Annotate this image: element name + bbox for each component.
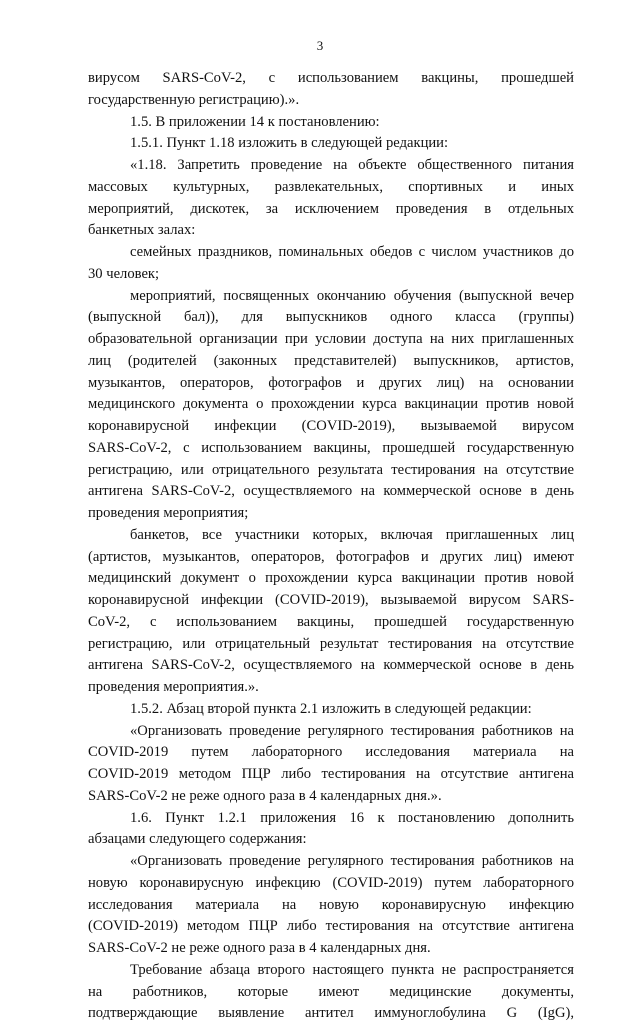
page-number: 3 [316,38,324,53]
text-line: мероприятий, дискотек, за исключением проведения в отдельных [88,200,574,217]
text-line: 1.5.1. Пункт 1.18 изложить в следующей редакции: [130,135,449,152]
text-line: «Организовать проведение регулярного тестирования работников на [130,853,574,869]
text-line: 30 человек; [88,265,160,282]
text-line: антигена SARS-CoV-2, осуществляемого на коммерческой основе в день [88,483,574,500]
text-line: SARS-CoV-2 не реже одного раза в 4 календарных дня.». [88,787,442,804]
text-line: медицинский документ о прохождении курса вакцинации против новой [88,570,574,587]
text-line: коронавирусной инфекции (COVID-2019), вызываемой вирусом SARS- [88,592,574,608]
text-line: (COVID-2019) методом ПЦР либо тестирования на отсутствие антигена [88,918,574,935]
text-line: музыкантов, операторов, фотографов и других лиц) на основании [88,374,574,391]
text-line: мероприятий, посвященных окончанию обучения (выпускной вечер [130,287,574,304]
text-line: COVID-2019 путем лабораторного исследования материала на [88,744,574,761]
text-line: (выпускной бал)), для выпускников одного класса (группы) [88,309,574,326]
text-line: (артистов, музыкантов, операторов, фотографов и других лиц) имеют [88,548,574,565]
text-line: вирусом SARS-CoV-2, с использованием вакцины, прошедшей [88,70,574,86]
text-line: государственную регистрацию).». [88,91,300,108]
text-line: 1.5.2. Абзац второй пункта 2.1 изложить в следующей редакции: [130,700,532,717]
text-line: абзацами следующего содержания: [88,831,307,848]
document-body [88,68,574,1025]
text-line: исследования материала на новую коронавирусную инфекцию [88,896,574,913]
text-line: 1.5. В приложении 14 к постановлению: [130,113,380,130]
text-line: регистрацию, или отрицательного результата тестирования на отсутствие [88,461,574,478]
text-line: банкетных залах: [88,222,196,239]
text-line: проведения мероприятия.». [88,679,259,695]
text-line: Требование абзаца второго настоящего пункта не распространяется [130,961,574,978]
text-line: SARS-CoV-2 не реже одного раза в 4 календарных дня. [88,940,431,956]
text-line: на работников, которые имеют медицинские документы, [88,983,574,1000]
text-line: медицинского документа о прохождении курса вакцинации против новой [88,396,574,413]
text-line: антигена SARS-CoV-2, осуществляемого на коммерческой основе в день [88,657,574,674]
text-line: «1.18. Запретить проведение на объекте общественного питания [130,157,574,173]
text-line: банкетов, все участники которых, включая приглашенных лиц [130,526,574,543]
text-line: SARS-CoV-2, с использованием вакцины, прошедшей государственную [88,439,574,456]
text-line: регистрацию, или отрицательный результат тестирования на отсутствие [88,635,574,652]
text-line: COVID-2019 методом ПЦР либо тестирования на отсутствие антигена [88,766,574,782]
text-line: лиц (родителей (законных представителей) выпускников, артистов, [88,352,574,369]
text-line: новую коронавирусную инфекцию (COVID-2019) путем лабораторного [88,874,574,891]
text-line: массовых культурных, развлекательных, спортивных и иных [88,178,574,195]
text-line: CoV-2, с использованием вакцины, прошедшей государственную [88,613,574,630]
text-line: семейных праздников, поминальных обедов с числом участников до [130,244,574,260]
text-line: подтверждающие выявление антител иммуноглобулина G (IgG), [88,1005,574,1022]
text-line: 1.6. Пункт 1.2.1 приложения 16 к постановлению дополнить [130,809,574,826]
text-line: проведения мероприятия; [88,505,249,521]
text-line: коронавирусной инфекции (COVID-2019), вызываемой вирусом [88,418,574,434]
text-line: образовательной организации при условии доступа на них приглашенных [88,331,574,347]
text-line: «Организовать проведение регулярного тестирования работников на [130,722,574,739]
